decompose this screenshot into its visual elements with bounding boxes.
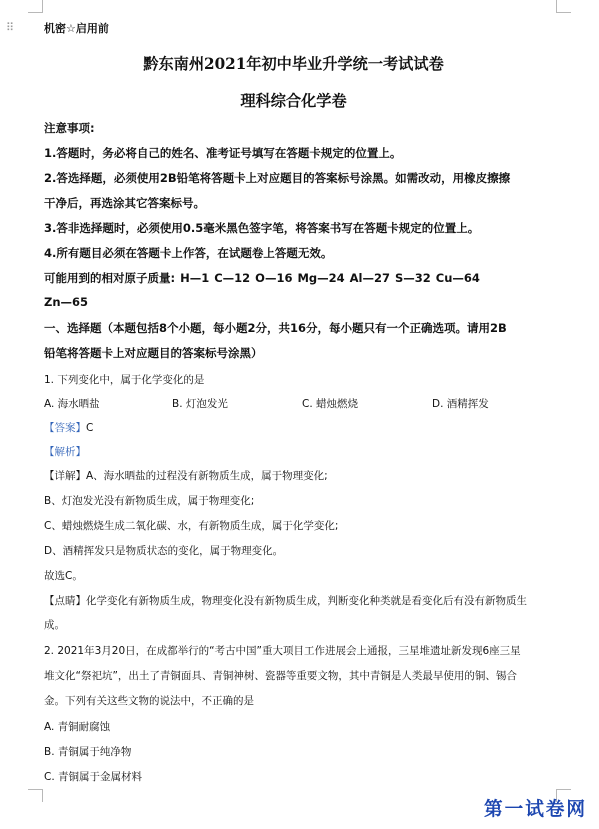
note-item-4: 4.所有题目必须在答题卡上作答，在试题卷上答题无效。 <box>44 246 333 260</box>
question-2-stem: 2. 2021年3月20日，在成都举行的“考古中国”重大项目工作进展会上通报，三星堆遗址新发现6座三星 <box>44 645 521 657</box>
q1-conclusion: 故选C。 <box>44 570 83 582</box>
notes-heading: 注意事项: <box>44 121 95 135</box>
q1-detail-d: D、酒精挥发只是物质状态的变化，属于物理变化。 <box>44 545 284 557</box>
q2-option-c: C. 青铜属于金属材料 <box>44 771 143 783</box>
q1-detail-a: 【详解】A、海水晒盐的过程没有新物质生成，属于物理变化; <box>44 470 328 482</box>
q1-detail-c: C、蜡烛燃烧生成二氧化碳、水，有新物质生成，属于化学变化; <box>44 520 339 532</box>
exam-subtitle: 理科综合化学卷 <box>240 91 347 110</box>
question-2-stem-cont-1: 堆文化“祭祀坑”，出土了青铜面具、青铜神树、瓷器等重要文物，其中青铜是人类最早使用的铜、锡合 <box>44 670 517 682</box>
note-item-2: 2.答选择题，必须使用2B铅笔将答题卡上对应题目的答案标号涂黑。如需改动，用橡皮擦擦 <box>44 171 511 185</box>
q1-option-c: C. 蜡烛燃烧 <box>302 398 359 410</box>
question-2-stem-cont-2: 金。下列有关这些文物的说法中，不正确的是 <box>44 695 254 707</box>
site-watermark: 第一试卷网 <box>483 798 588 820</box>
q1-option-a: A. 海水晒盐 <box>44 398 100 410</box>
q1-comment-cont: 成。 <box>44 619 65 631</box>
answer-value: C <box>86 422 94 434</box>
q1-comment: 【点睛】化学变化有新物质生成，物理变化没有新物质生成，判断变化种类就是看变化后有没有新物质生 <box>44 595 527 607</box>
analysis-tag: 【解析】 <box>44 446 86 458</box>
atomic-masses-cont: Zn—65 <box>44 295 89 309</box>
comment-tag: 【点睛】 <box>44 595 86 607</box>
section-heading-cont: 铅笔将答题卡上对应题目的答案标号涂黑） <box>44 346 263 360</box>
detail-tag: 【详解】 <box>44 470 86 482</box>
corner-mark-top-right <box>556 0 571 13</box>
q1-answer <box>44 420 93 435</box>
q1-option-b: B. 灯泡发光 <box>172 398 228 410</box>
section-heading: 一、选择题（本题包括8个小题，每小题2分，共16分，每小题只有一个正确选项。请用2B <box>44 321 507 335</box>
note-item-2-cont: 干净后，再选涂其它答案标号。 <box>44 196 205 210</box>
corner-mark-bottom-left <box>28 789 43 802</box>
corner-mark-top-left <box>28 0 43 13</box>
note-item-1: 1.答题时，务必将自己的姓名、准考证号填写在答题卡规定的位置上。 <box>44 146 402 160</box>
note-item-3: 3.答非选择题时，必须使用0.5毫米黑色签字笔，将答案书写在答题卡规定的位置上。 <box>44 221 480 235</box>
q1-detail-b: B、灯泡发光没有新物质生成，属于物理变化; <box>44 495 255 507</box>
q2-option-b: B. 青铜属于纯净物 <box>44 746 132 758</box>
exam-title: 黔东南州2021年初中毕业升学统一考试试卷 <box>143 54 444 73</box>
question-1-stem: 1. 下列变化中，属于化学变化的是 <box>44 374 205 386</box>
q2-option-a: A. 青铜耐腐蚀 <box>44 721 111 733</box>
atomic-masses: 可能用到的相对原子质量: H—1 C—12 O—16 Mg—24 Al—27 S—32 Cu—64 <box>44 271 480 285</box>
answer-tag: 【答案】 <box>44 422 86 434</box>
drag-handle-icon[interactable]: ⠿ <box>6 21 16 34</box>
confidential-label: 机密☆启用前 <box>44 22 109 35</box>
q1-option-d: D. 酒精挥发 <box>432 398 489 410</box>
